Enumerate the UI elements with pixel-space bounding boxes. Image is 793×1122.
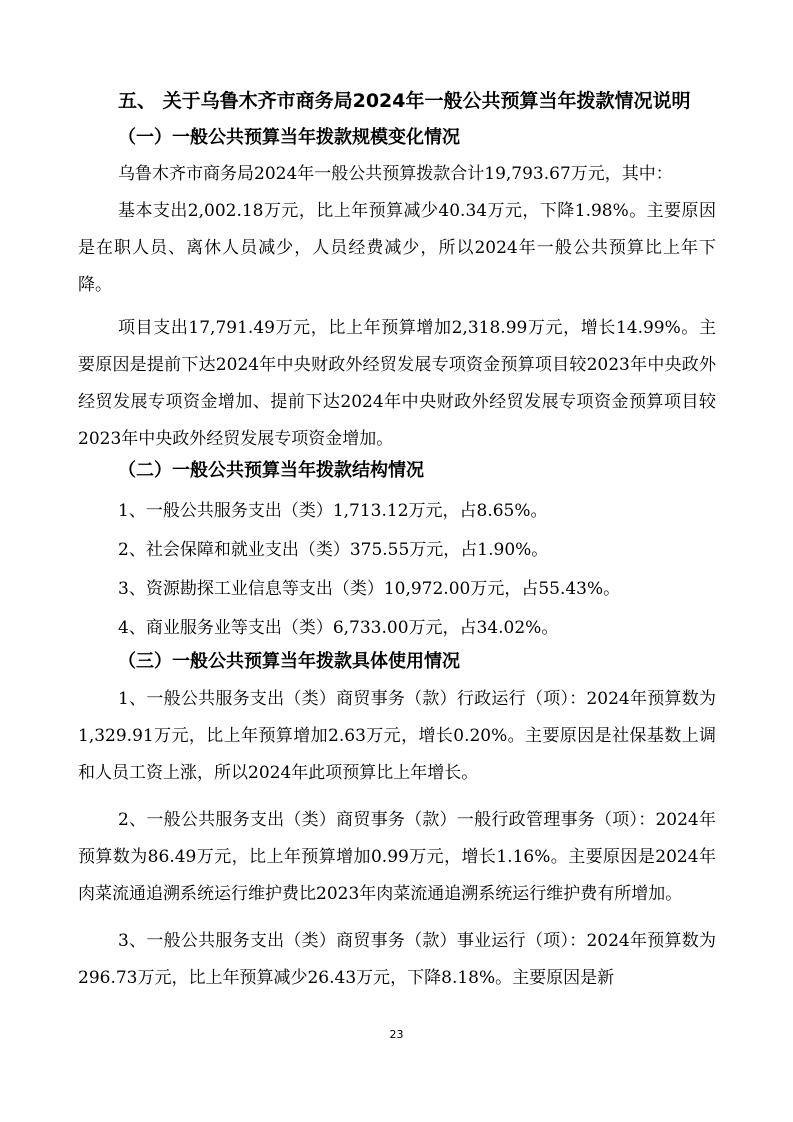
page-number: 23 — [389, 1028, 404, 1041]
structure-item-3: 3、资源勘探工业信息等支出（类）10,972.00万元，占55.43%。 — [118, 579, 621, 599]
structure-item-1: 1、一般公共服务支出（类）1,713.12万元，占8.65%。 — [118, 501, 548, 521]
paragraph-general-admin-affairs: 2、一般公共服务支出（类）商贸事务（款）一般行政管理事务（项）：2024年预算数为86.49万元，比上年预算增加0.99万元，增长1.16%。主要原因是2024年肉菜流通追溯系统运行维护费比2023年肉菜流通追溯系统运行维护费有所增加。 — [78, 810, 716, 904]
subsection-2-heading: （二）一般公共预算当年拨款结构情况 — [118, 460, 424, 481]
paragraph-admin-operation: 1、一般公共服务支出（类）商贸事务（款）行政运行（项）：2024年预算数为1,329.91万元，比上年预算增加2.63万元，增长0.20%。主要原因是社保基数上调和人员工资上涨，所以2024年此项预算比上年增长。 — [78, 689, 716, 783]
section-title: 五、 关于乌鲁木齐市商务局2024年一般公共预算当年拨款情况说明 — [118, 90, 691, 112]
subsection-3-heading: （三）一般公共预算当年拨款具体使用情况 — [118, 651, 460, 672]
subsection-1-heading: （一）一般公共预算当年拨款规模变化情况 — [118, 127, 460, 148]
structure-item-2: 2、社会保障和就业支出（类）375.55万元，占1.90%。 — [118, 540, 549, 560]
paragraph-basic-expenditure: 基本支出2,002.18万元，比上年预算减少40.34万元，下降1.98%。主要原因是在职人员、离休人员减少，人员经费减少，所以2024年一般公共预算比上年下降。 — [78, 201, 716, 295]
paragraph-project-expenditure: 项目支出17,791.49万元，比上年预算增加2,318.99万元，增长14.99%。主要原因是提前下达2024年中央财政外经贸发展专项资金预算项目较2023年中央政外经贸发展专项资金增加、提前下达2024年中央财政外经贸发展专项资金预算项目较2023年中央政外经贸发展专项资金增加。 — [78, 318, 716, 449]
subsection-1-body — [78, 156, 716, 458]
paragraph-institution-operation: 3、一般公共服务支出（类）商贸事务（款）事业运行（项）：2024年预算数为296.73万元，比上年预算减少26.43万元，下降8.18%。主要原因是新 — [78, 931, 716, 988]
subsection-3-body — [78, 681, 716, 997]
paragraph-total-appropriation: 乌鲁木齐市商务局2024年一般公共预算拨款合计19,793.67万元，其中： — [118, 164, 673, 184]
structure-item-4: 4、商业服务业等支出（类）6,733.00万元，占34.02%。 — [118, 618, 559, 638]
